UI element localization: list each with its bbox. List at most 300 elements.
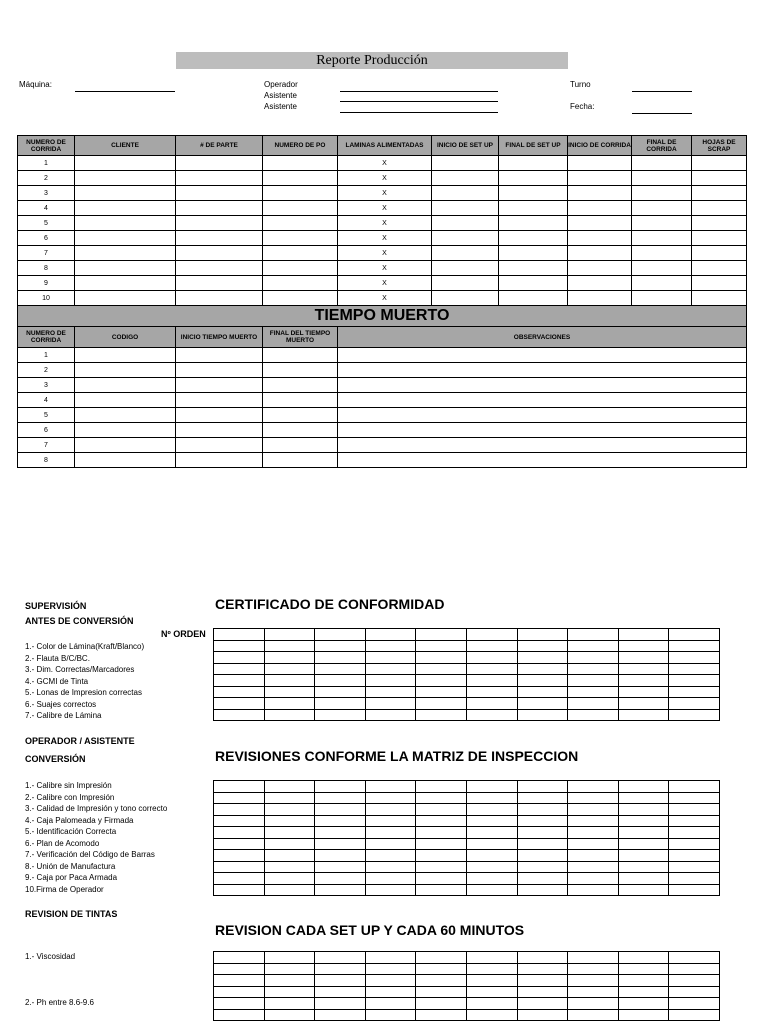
- check-cell[interactable]: [618, 686, 669, 698]
- check-cell[interactable]: [416, 663, 467, 675]
- check-cell[interactable]: [517, 1009, 568, 1021]
- input-cell[interactable]: [632, 246, 692, 261]
- input-cell[interactable]: [499, 291, 568, 306]
- check-cell[interactable]: [214, 861, 265, 873]
- input-cell[interactable]: [75, 216, 176, 231]
- input-cell[interactable]: [75, 393, 176, 408]
- input-cell[interactable]: [176, 156, 263, 171]
- check-cell[interactable]: [416, 861, 467, 873]
- check-cell[interactable]: [315, 827, 366, 839]
- check-cell[interactable]: [618, 815, 669, 827]
- input-cell[interactable]: [75, 261, 176, 276]
- input-cell[interactable]: [176, 453, 263, 468]
- input-cell[interactable]: [432, 261, 499, 276]
- check-cell[interactable]: [365, 838, 416, 850]
- observaciones-cell[interactable]: [338, 438, 747, 453]
- asistente-field-2[interactable]: [340, 112, 498, 113]
- check-cell[interactable]: [618, 986, 669, 998]
- input-cell[interactable]: [75, 231, 176, 246]
- check-cell[interactable]: [365, 709, 416, 721]
- input-cell[interactable]: [176, 216, 263, 231]
- check-cell[interactable]: [416, 815, 467, 827]
- check-cell[interactable]: [618, 640, 669, 652]
- check-cell[interactable]: [365, 652, 416, 664]
- check-cell[interactable]: [416, 952, 467, 964]
- input-cell[interactable]: [632, 216, 692, 231]
- check-cell[interactable]: [416, 986, 467, 998]
- check-cell[interactable]: [669, 781, 720, 793]
- check-cell[interactable]: [214, 629, 265, 641]
- input-cell[interactable]: [432, 216, 499, 231]
- check-cell[interactable]: [517, 804, 568, 816]
- check-cell[interactable]: [315, 986, 366, 998]
- check-cell[interactable]: [214, 827, 265, 839]
- input-cell[interactable]: [75, 291, 176, 306]
- check-cell[interactable]: [365, 1009, 416, 1021]
- check-cell[interactable]: [618, 709, 669, 721]
- check-cell[interactable]: [365, 675, 416, 687]
- input-cell[interactable]: [263, 201, 338, 216]
- input-cell[interactable]: [499, 261, 568, 276]
- check-cell[interactable]: [315, 850, 366, 862]
- check-cell[interactable]: [214, 884, 265, 896]
- check-cell[interactable]: [466, 1009, 517, 1021]
- input-cell[interactable]: [692, 276, 747, 291]
- check-cell[interactable]: [517, 709, 568, 721]
- check-cell[interactable]: [315, 652, 366, 664]
- input-cell[interactable]: [499, 201, 568, 216]
- check-cell[interactable]: [365, 963, 416, 975]
- check-cell[interactable]: [618, 663, 669, 675]
- check-cell[interactable]: [365, 986, 416, 998]
- check-cell[interactable]: [214, 804, 265, 816]
- input-cell[interactable]: [263, 408, 338, 423]
- check-cell[interactable]: [365, 698, 416, 710]
- check-cell[interactable]: [264, 998, 315, 1010]
- check-cell[interactable]: [466, 804, 517, 816]
- input-cell[interactable]: [263, 423, 338, 438]
- check-cell[interactable]: [568, 884, 619, 896]
- operador-field[interactable]: [340, 91, 498, 92]
- check-cell[interactable]: [568, 815, 619, 827]
- check-cell[interactable]: [264, 986, 315, 998]
- check-cell[interactable]: [669, 873, 720, 885]
- check-cell[interactable]: [669, 1009, 720, 1021]
- input-cell[interactable]: [263, 261, 338, 276]
- check-cell[interactable]: [315, 952, 366, 964]
- check-cell[interactable]: [466, 709, 517, 721]
- check-cell[interactable]: [365, 804, 416, 816]
- check-cell[interactable]: [669, 838, 720, 850]
- check-cell[interactable]: [618, 838, 669, 850]
- check-cell[interactable]: [568, 975, 619, 987]
- check-cell[interactable]: [416, 709, 467, 721]
- check-cell[interactable]: [416, 975, 467, 987]
- input-cell[interactable]: [568, 231, 632, 246]
- check-cell[interactable]: [568, 652, 619, 664]
- check-cell[interactable]: [517, 652, 568, 664]
- input-cell[interactable]: [263, 363, 338, 378]
- input-cell[interactable]: [692, 171, 747, 186]
- input-cell[interactable]: [176, 261, 263, 276]
- check-cell[interactable]: [365, 781, 416, 793]
- check-cell[interactable]: [264, 709, 315, 721]
- input-cell[interactable]: [692, 291, 747, 306]
- check-cell[interactable]: [517, 663, 568, 675]
- check-cell[interactable]: [365, 792, 416, 804]
- check-cell[interactable]: [264, 815, 315, 827]
- input-cell[interactable]: [432, 246, 499, 261]
- input-cell[interactable]: [568, 276, 632, 291]
- input-cell[interactable]: [263, 393, 338, 408]
- input-cell[interactable]: [176, 231, 263, 246]
- check-cell[interactable]: [669, 652, 720, 664]
- check-cell[interactable]: [416, 781, 467, 793]
- check-cell[interactable]: [669, 998, 720, 1010]
- input-cell[interactable]: [568, 246, 632, 261]
- check-cell[interactable]: [214, 640, 265, 652]
- check-cell[interactable]: [466, 873, 517, 885]
- check-cell[interactable]: [416, 873, 467, 885]
- check-cell[interactable]: [315, 861, 366, 873]
- check-cell[interactable]: [416, 652, 467, 664]
- check-cell[interactable]: [315, 815, 366, 827]
- check-cell[interactable]: [669, 850, 720, 862]
- check-cell[interactable]: [365, 827, 416, 839]
- input-cell[interactable]: [75, 363, 176, 378]
- check-cell[interactable]: [315, 629, 366, 641]
- check-cell[interactable]: [568, 963, 619, 975]
- check-cell[interactable]: [517, 952, 568, 964]
- input-cell[interactable]: [499, 246, 568, 261]
- input-cell[interactable]: [432, 186, 499, 201]
- input-cell[interactable]: [499, 216, 568, 231]
- check-cell[interactable]: [517, 781, 568, 793]
- check-cell[interactable]: [568, 663, 619, 675]
- input-cell[interactable]: [263, 348, 338, 363]
- check-cell[interactable]: [416, 698, 467, 710]
- check-cell[interactable]: [264, 952, 315, 964]
- check-cell[interactable]: [618, 850, 669, 862]
- check-cell[interactable]: [568, 686, 619, 698]
- input-cell[interactable]: [263, 216, 338, 231]
- check-cell[interactable]: [517, 975, 568, 987]
- check-cell[interactable]: [264, 698, 315, 710]
- check-cell[interactable]: [618, 998, 669, 1010]
- check-cell[interactable]: [517, 629, 568, 641]
- check-cell[interactable]: [618, 952, 669, 964]
- check-cell[interactable]: [365, 629, 416, 641]
- input-cell[interactable]: [176, 291, 263, 306]
- check-cell[interactable]: [618, 698, 669, 710]
- check-cell[interactable]: [517, 827, 568, 839]
- input-cell[interactable]: [692, 246, 747, 261]
- maquina-field[interactable]: [75, 91, 175, 92]
- check-cell[interactable]: [466, 629, 517, 641]
- check-cell[interactable]: [517, 963, 568, 975]
- check-cell[interactable]: [568, 838, 619, 850]
- input-cell[interactable]: [75, 276, 176, 291]
- check-cell[interactable]: [618, 1009, 669, 1021]
- check-cell[interactable]: [365, 998, 416, 1010]
- check-cell[interactable]: [517, 873, 568, 885]
- check-cell[interactable]: [264, 675, 315, 687]
- check-cell[interactable]: [466, 998, 517, 1010]
- check-cell[interactable]: [315, 998, 366, 1010]
- fecha-field[interactable]: [632, 113, 692, 114]
- check-cell[interactable]: [365, 815, 416, 827]
- check-cell[interactable]: [669, 663, 720, 675]
- input-cell[interactable]: [263, 231, 338, 246]
- input-cell[interactable]: [692, 261, 747, 276]
- check-cell[interactable]: [568, 998, 619, 1010]
- check-cell[interactable]: [568, 850, 619, 862]
- input-cell[interactable]: [75, 378, 176, 393]
- check-cell[interactable]: [264, 1009, 315, 1021]
- input-cell[interactable]: [568, 171, 632, 186]
- check-cell[interactable]: [568, 792, 619, 804]
- observaciones-cell[interactable]: [338, 348, 747, 363]
- input-cell[interactable]: [632, 186, 692, 201]
- check-cell[interactable]: [365, 861, 416, 873]
- check-cell[interactable]: [264, 873, 315, 885]
- check-cell[interactable]: [568, 1009, 619, 1021]
- check-cell[interactable]: [315, 698, 366, 710]
- input-cell[interactable]: [176, 276, 263, 291]
- input-cell[interactable]: [432, 276, 499, 291]
- input-cell[interactable]: [632, 201, 692, 216]
- check-cell[interactable]: [416, 838, 467, 850]
- check-cell[interactable]: [315, 686, 366, 698]
- check-cell[interactable]: [669, 815, 720, 827]
- input-cell[interactable]: [176, 438, 263, 453]
- check-cell[interactable]: [568, 781, 619, 793]
- check-cell[interactable]: [466, 975, 517, 987]
- input-cell[interactable]: [176, 186, 263, 201]
- input-cell[interactable]: [499, 276, 568, 291]
- check-cell[interactable]: [669, 952, 720, 964]
- check-cell[interactable]: [214, 815, 265, 827]
- check-cell[interactable]: [365, 640, 416, 652]
- check-cell[interactable]: [517, 884, 568, 896]
- check-cell[interactable]: [365, 884, 416, 896]
- check-cell[interactable]: [315, 792, 366, 804]
- check-cell[interactable]: [365, 850, 416, 862]
- check-cell[interactable]: [365, 873, 416, 885]
- input-cell[interactable]: [176, 171, 263, 186]
- check-cell[interactable]: [466, 663, 517, 675]
- check-cell[interactable]: [264, 861, 315, 873]
- check-cell[interactable]: [416, 792, 467, 804]
- input-cell[interactable]: [632, 276, 692, 291]
- check-cell[interactable]: [264, 792, 315, 804]
- check-cell[interactable]: [517, 850, 568, 862]
- check-cell[interactable]: [618, 652, 669, 664]
- input-cell[interactable]: [263, 156, 338, 171]
- check-cell[interactable]: [618, 827, 669, 839]
- check-cell[interactable]: [618, 675, 669, 687]
- input-cell[interactable]: [75, 186, 176, 201]
- check-cell[interactable]: [315, 838, 366, 850]
- check-cell[interactable]: [466, 850, 517, 862]
- input-cell[interactable]: [692, 231, 747, 246]
- check-cell[interactable]: [517, 986, 568, 998]
- input-cell[interactable]: [75, 348, 176, 363]
- observaciones-cell[interactable]: [338, 408, 747, 423]
- check-cell[interactable]: [264, 963, 315, 975]
- check-cell[interactable]: [315, 663, 366, 675]
- check-cell[interactable]: [264, 850, 315, 862]
- check-cell[interactable]: [618, 963, 669, 975]
- check-cell[interactable]: [214, 709, 265, 721]
- check-cell[interactable]: [618, 884, 669, 896]
- check-cell[interactable]: [568, 675, 619, 687]
- turno-field[interactable]: [632, 91, 692, 92]
- check-cell[interactable]: [416, 804, 467, 816]
- input-cell[interactable]: [263, 378, 338, 393]
- check-cell[interactable]: [517, 838, 568, 850]
- input-cell[interactable]: [176, 348, 263, 363]
- check-cell[interactable]: [264, 663, 315, 675]
- input-cell[interactable]: [499, 186, 568, 201]
- check-cell[interactable]: [568, 640, 619, 652]
- check-cell[interactable]: [466, 963, 517, 975]
- input-cell[interactable]: [176, 201, 263, 216]
- input-cell[interactable]: [176, 246, 263, 261]
- check-cell[interactable]: [264, 827, 315, 839]
- check-cell[interactable]: [315, 781, 366, 793]
- check-cell[interactable]: [568, 698, 619, 710]
- check-cell[interactable]: [264, 629, 315, 641]
- input-cell[interactable]: [75, 453, 176, 468]
- check-cell[interactable]: [517, 675, 568, 687]
- check-cell[interactable]: [618, 781, 669, 793]
- check-cell[interactable]: [315, 675, 366, 687]
- observaciones-cell[interactable]: [338, 363, 747, 378]
- input-cell[interactable]: [176, 408, 263, 423]
- check-cell[interactable]: [517, 792, 568, 804]
- input-cell[interactable]: [499, 231, 568, 246]
- input-cell[interactable]: [568, 216, 632, 231]
- input-cell[interactable]: [75, 246, 176, 261]
- check-cell[interactable]: [315, 640, 366, 652]
- check-cell[interactable]: [214, 781, 265, 793]
- check-cell[interactable]: [466, 781, 517, 793]
- check-cell[interactable]: [315, 884, 366, 896]
- check-cell[interactable]: [618, 629, 669, 641]
- check-cell[interactable]: [416, 963, 467, 975]
- check-cell[interactable]: [466, 686, 517, 698]
- check-cell[interactable]: [466, 986, 517, 998]
- check-cell[interactable]: [669, 861, 720, 873]
- check-cell[interactable]: [214, 663, 265, 675]
- input-cell[interactable]: [632, 231, 692, 246]
- check-cell[interactable]: [669, 709, 720, 721]
- input-cell[interactable]: [568, 156, 632, 171]
- check-cell[interactable]: [517, 686, 568, 698]
- check-cell[interactable]: [466, 952, 517, 964]
- check-cell[interactable]: [214, 675, 265, 687]
- observaciones-cell[interactable]: [338, 393, 747, 408]
- input-cell[interactable]: [692, 186, 747, 201]
- input-cell[interactable]: [432, 291, 499, 306]
- check-cell[interactable]: [214, 986, 265, 998]
- check-cell[interactable]: [466, 838, 517, 850]
- check-cell[interactable]: [416, 675, 467, 687]
- check-cell[interactable]: [315, 975, 366, 987]
- asistente-field-1[interactable]: [340, 101, 498, 102]
- input-cell[interactable]: [263, 453, 338, 468]
- input-cell[interactable]: [432, 201, 499, 216]
- check-cell[interactable]: [264, 804, 315, 816]
- input-cell[interactable]: [75, 156, 176, 171]
- check-cell[interactable]: [669, 804, 720, 816]
- check-cell[interactable]: [466, 827, 517, 839]
- observaciones-cell[interactable]: [338, 423, 747, 438]
- check-cell[interactable]: [669, 640, 720, 652]
- input-cell[interactable]: [263, 246, 338, 261]
- input-cell[interactable]: [632, 261, 692, 276]
- input-cell[interactable]: [176, 363, 263, 378]
- input-cell[interactable]: [499, 156, 568, 171]
- check-cell[interactable]: [618, 975, 669, 987]
- input-cell[interactable]: [75, 423, 176, 438]
- check-cell[interactable]: [416, 629, 467, 641]
- check-cell[interactable]: [214, 850, 265, 862]
- check-cell[interactable]: [315, 804, 366, 816]
- input-cell[interactable]: [75, 438, 176, 453]
- check-cell[interactable]: [315, 963, 366, 975]
- check-cell[interactable]: [416, 850, 467, 862]
- check-cell[interactable]: [517, 640, 568, 652]
- input-cell[interactable]: [692, 201, 747, 216]
- input-cell[interactable]: [568, 201, 632, 216]
- check-cell[interactable]: [669, 698, 720, 710]
- input-cell[interactable]: [263, 438, 338, 453]
- check-cell[interactable]: [517, 861, 568, 873]
- check-cell[interactable]: [466, 792, 517, 804]
- check-cell[interactable]: [315, 873, 366, 885]
- check-cell[interactable]: [264, 781, 315, 793]
- input-cell[interactable]: [692, 156, 747, 171]
- check-cell[interactable]: [214, 975, 265, 987]
- check-cell[interactable]: [365, 952, 416, 964]
- check-cell[interactable]: [517, 815, 568, 827]
- check-cell[interactable]: [214, 838, 265, 850]
- check-cell[interactable]: [264, 652, 315, 664]
- check-cell[interactable]: [416, 1009, 467, 1021]
- input-cell[interactable]: [176, 393, 263, 408]
- check-cell[interactable]: [669, 827, 720, 839]
- check-cell[interactable]: [264, 640, 315, 652]
- check-cell[interactable]: [365, 686, 416, 698]
- check-cell[interactable]: [416, 686, 467, 698]
- check-cell[interactable]: [669, 884, 720, 896]
- check-cell[interactable]: [618, 861, 669, 873]
- check-cell[interactable]: [568, 804, 619, 816]
- input-cell[interactable]: [568, 291, 632, 306]
- input-cell[interactable]: [176, 378, 263, 393]
- check-cell[interactable]: [466, 640, 517, 652]
- check-cell[interactable]: [669, 792, 720, 804]
- input-cell[interactable]: [75, 201, 176, 216]
- check-cell[interactable]: [466, 675, 517, 687]
- check-cell[interactable]: [669, 629, 720, 641]
- input-cell[interactable]: [432, 231, 499, 246]
- input-cell[interactable]: [568, 261, 632, 276]
- check-cell[interactable]: [264, 884, 315, 896]
- observaciones-cell[interactable]: [338, 378, 747, 393]
